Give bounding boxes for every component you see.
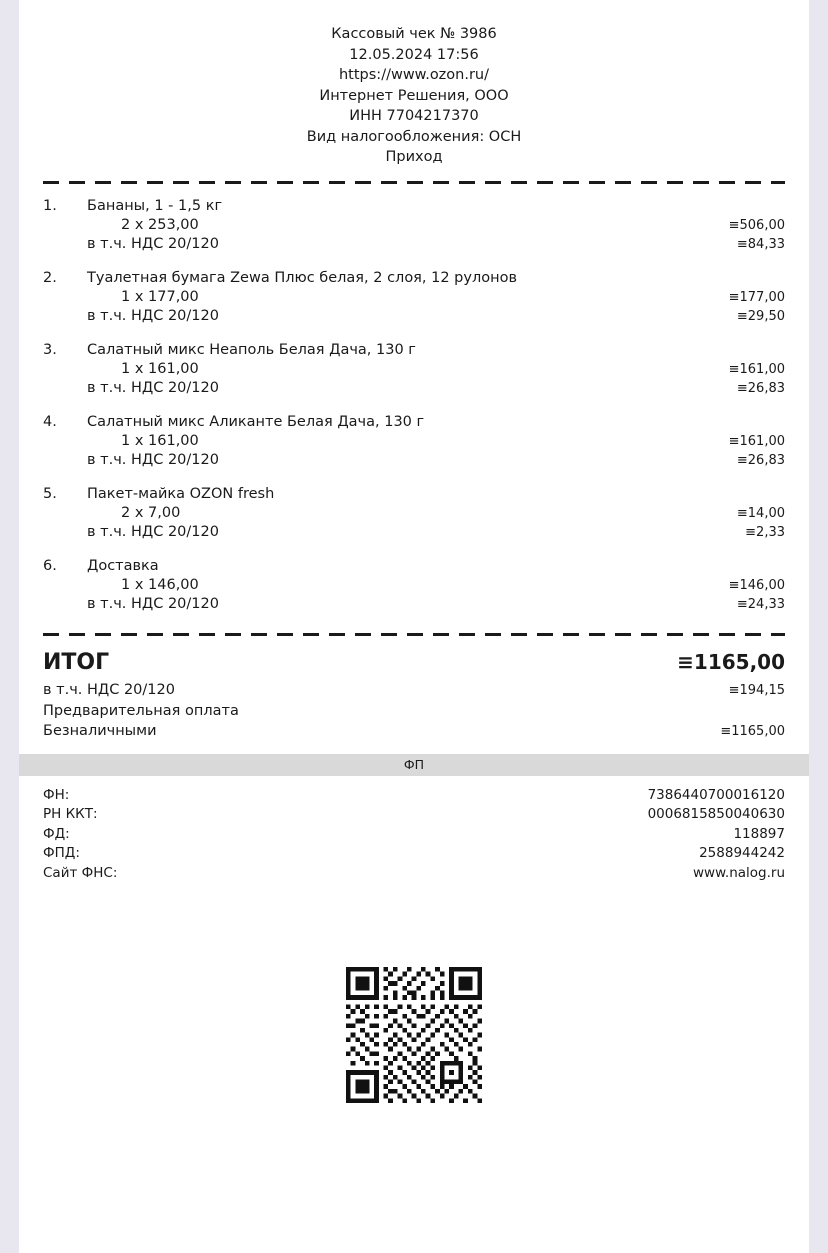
fiscal-label: РН ККТ: [43, 806, 98, 822]
header-line-inn: ИНН 7704217370 [349, 108, 479, 124]
separator-bottom [43, 629, 785, 639]
fiscal-details [43, 776, 785, 884]
fiscal-label: ФПД: [43, 845, 80, 861]
cashless-label: Безналичными [43, 722, 157, 739]
receipt-header [43, 0, 785, 168]
cashless-value: ≡1165,00 [720, 723, 785, 739]
item-number: 2. [43, 269, 57, 286]
fiscal-label: ФД: [43, 825, 70, 842]
prepayment-label: Предварительная оплата [43, 702, 239, 719]
fiscal-value: 2588944242 [699, 845, 785, 861]
table-row [43, 786, 785, 806]
header-line-datetime: 12.05.2024 17:56 [349, 46, 479, 63]
total-vat-value: ≡194,15 [728, 682, 785, 698]
item-name: Салатный микс Аликанте Белая Дача, 130 г [87, 413, 425, 430]
item-vat-amount: ≡29,50 [736, 309, 785, 324]
qr-code-container [43, 883, 785, 1103]
header-line-title: Кассовый чек № 3986 [331, 26, 497, 42]
item-name: Салатный микс Неаполь Белая Дача, 130 г [87, 341, 416, 358]
separator-top [43, 177, 785, 187]
fiscal-label: Сайт ФНС: [43, 864, 118, 881]
item-vat-label: в т.ч. НДС 20/120 [87, 380, 219, 396]
item-vat-amount: ≡84,33 [736, 237, 785, 252]
item-vat-label: в т.ч. НДС 20/120 [87, 452, 219, 468]
table-row [43, 844, 785, 864]
item-number: 6. [43, 557, 57, 574]
item-number: 3. [43, 341, 57, 358]
total-vat-label: в т.ч. НДС 20/120 [43, 681, 175, 698]
header-line-tax-mode: Вид налогообложения: ОСН [306, 128, 522, 145]
item-vat-label: в т.ч. НДС 20/120 [87, 524, 219, 540]
item-quantity-price: 2 x 253,00 [121, 216, 199, 233]
item-amount: ≡146,00 [728, 577, 785, 593]
item-name: Доставка [87, 557, 159, 574]
list-item [43, 485, 785, 543]
list-item [43, 341, 785, 399]
item-quantity-price: 1 x 161,00 [121, 432, 199, 449]
item-quantity-price: 2 x 7,00 [121, 504, 181, 521]
item-amount: ≡177,00 [728, 289, 785, 305]
list-item [43, 197, 785, 255]
header-line-company: Интернет Решения, ООО [319, 87, 509, 104]
bottom-spacer [43, 1103, 785, 1253]
item-vat-amount: ≡24,33 [736, 597, 785, 612]
receipt-document [19, 0, 809, 1253]
item-vat-label: в т.ч. НДС 20/120 [87, 596, 219, 612]
header-line-website: https://www.ozon.ru/ [338, 67, 490, 83]
item-amount: ≡506,00 [728, 217, 785, 233]
item-amount: ≡14,00 [736, 505, 785, 521]
item-quantity-price: 1 x 146,00 [121, 576, 199, 593]
item-vat-amount: ≡2,33 [745, 525, 785, 540]
fiscal-value: 0006815850040630 [647, 806, 785, 822]
list-item [43, 269, 785, 327]
fiscal-value: www.nalog.ru [693, 864, 785, 881]
table-row [43, 864, 785, 884]
table-row [43, 825, 785, 845]
fp-banner: ФП [19, 754, 809, 776]
item-quantity-price: 1 x 161,00 [121, 360, 199, 377]
item-amount: ≡161,00 [728, 433, 785, 449]
fiscal-label: ФН: [43, 786, 70, 803]
list-item [43, 413, 785, 471]
item-quantity-price: 1 x 177,00 [121, 288, 199, 305]
qr-code-icon [346, 967, 482, 1103]
item-name: Туалетная бумага Zewa Плюс белая, 2 слоя, 12 рулонов [87, 269, 518, 286]
total-value: ≡1165,00 [677, 649, 785, 674]
item-number: 5. [43, 485, 57, 502]
item-name: Бананы, 1 - 1,5 кг [87, 197, 223, 214]
header-line-operation: Приход [385, 149, 443, 165]
items-list [43, 187, 785, 615]
table-row [43, 805, 785, 825]
item-vat-label: в т.ч. НДС 20/120 [87, 236, 219, 252]
fiscal-value: 118897 [733, 825, 785, 842]
item-name: Пакет-майка OZON fresh [87, 485, 275, 502]
item-vat-amount: ≡26,83 [736, 381, 785, 396]
total-label: ИТОГ [43, 649, 110, 675]
item-number: 4. [43, 413, 57, 430]
fiscal-value: 7386440700016120 [647, 786, 785, 803]
list-item [43, 557, 785, 615]
item-amount: ≡161,00 [728, 361, 785, 377]
item-vat-label: в т.ч. НДС 20/120 [87, 308, 219, 324]
total-block [43, 639, 785, 748]
item-vat-amount: ≡26,83 [736, 453, 785, 468]
item-number: 1. [43, 197, 57, 214]
